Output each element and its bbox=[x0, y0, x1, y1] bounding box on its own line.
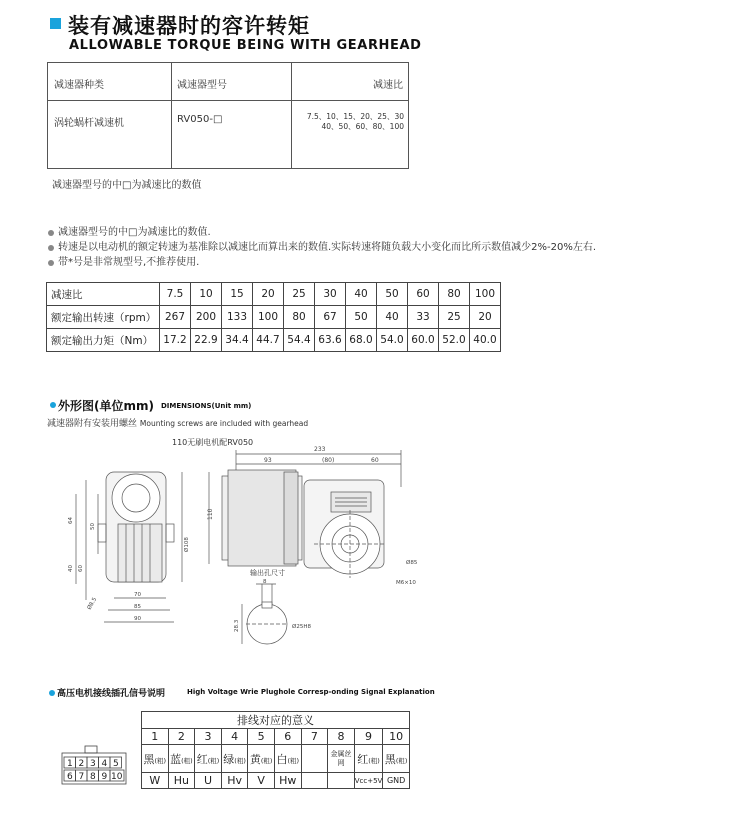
pinout-title: 高压电机接线插孔信号说明 bbox=[57, 689, 166, 699]
col-header-ratio: 减速比 bbox=[373, 80, 403, 91]
col-header-model: 减速器型号 bbox=[177, 80, 227, 91]
svg-text:Ø8.5: Ø8.5 bbox=[86, 596, 99, 611]
table-row: 排线对应的意义 bbox=[142, 712, 410, 729]
svg-text:85: 85 bbox=[134, 604, 141, 610]
svg-text:7: 7 bbox=[78, 772, 85, 782]
svg-text:4: 4 bbox=[101, 759, 108, 769]
shaft-label: 输出孔尺寸 bbox=[250, 569, 285, 577]
col-header-type: 减速器种类 bbox=[54, 80, 104, 91]
svg-text:5: 5 bbox=[113, 759, 119, 769]
svg-text:50: 50 bbox=[90, 523, 96, 530]
page-subtitle: ALLOWABLE TORQUE BEING WITH GEARHEAD bbox=[69, 38, 422, 53]
list-item: 转速是以电动机的额定转速为基准除以减速比而算出来的数值.实际转速将随负载大小变化而比所示数值减少2%-20%左右. bbox=[48, 240, 596, 255]
svg-text:3: 3 bbox=[90, 759, 96, 769]
table-row: W Hu U Hv V Hw Vcc+5V GND bbox=[142, 773, 410, 789]
dimensions-title-en: DIMENSIONS(Unit mm) bbox=[161, 402, 252, 410]
svg-text:Ø108: Ø108 bbox=[184, 537, 190, 552]
cell-type: 涡轮蜗杆减速机 bbox=[54, 118, 124, 129]
section-marker-icon bbox=[50, 18, 61, 29]
table-row: 黑(粗) 蓝(粗) 红(粗) 绿(粗) 黄(粗) 白(粗) 金属丝网 红(粗) 黑(粗) bbox=[142, 745, 410, 773]
svg-text:93: 93 bbox=[264, 457, 272, 464]
svg-text:10: 10 bbox=[111, 772, 123, 782]
section-marker-icon bbox=[49, 690, 55, 696]
table-row: 1 2 3 4 5 6 7 8 9 10 bbox=[142, 729, 410, 745]
svg-text:64: 64 bbox=[68, 517, 74, 524]
cell-ratios-1: 7.5、10、15、20、25、30 bbox=[306, 112, 404, 121]
svg-text:60: 60 bbox=[371, 457, 379, 464]
table-row: 额定输出转速（rpm） 267 200 133 100 80 67 50 40 33 25 20 bbox=[47, 306, 501, 329]
section-marker-icon bbox=[50, 402, 56, 408]
torque-table bbox=[46, 282, 501, 352]
svg-text:M6×10: M6×10 bbox=[396, 580, 416, 586]
dimension-drawing bbox=[46, 432, 466, 662]
pinout-table bbox=[141, 711, 410, 789]
svg-text:(80): (80) bbox=[322, 457, 335, 464]
list-item: 减速器型号的中□为减速比的数值. bbox=[48, 225, 596, 240]
model-note: 减速器型号的中□为减速比的数值 bbox=[52, 180, 202, 191]
connector-diagram bbox=[61, 745, 127, 785]
svg-text:8: 8 bbox=[263, 579, 267, 585]
svg-text:Ø85: Ø85 bbox=[406, 560, 418, 566]
pinout-title-en: High Voltage Wrie Plughole Corresp-onding Signal Explanation bbox=[187, 688, 435, 696]
svg-text:90: 90 bbox=[134, 616, 141, 622]
gearhead-table bbox=[47, 62, 409, 169]
svg-text:2: 2 bbox=[78, 759, 85, 769]
svg-text:70: 70 bbox=[134, 592, 141, 598]
page-title: 装有减速器时的容许转矩 bbox=[68, 14, 310, 38]
table-row: 额定输出力矩（Nm） 17.2 22.9 34.4 44.7 54.4 63.6 68.0 54.0 60.0 52.0 40.0 bbox=[47, 329, 501, 352]
svg-text:40: 40 bbox=[68, 565, 74, 572]
svg-text:8: 8 bbox=[90, 772, 96, 782]
bullet-icon bbox=[48, 260, 54, 266]
svg-text:233: 233 bbox=[314, 446, 326, 453]
svg-text:1: 1 bbox=[67, 759, 73, 769]
drawing-title: 110无刷电机配RV050 bbox=[172, 438, 254, 447]
dimensions-subtitle: 减速器附有安装用螺丝 Mounting screws are included with gearhead bbox=[47, 419, 309, 429]
bullet-icon bbox=[48, 245, 54, 251]
svg-text:9: 9 bbox=[101, 772, 108, 782]
dimensions-title: 外形图(单位mm) bbox=[58, 399, 154, 413]
list-item: 带*号是非常规型号,不推荐使用. bbox=[48, 255, 596, 270]
svg-text:60: 60 bbox=[78, 565, 84, 572]
cell-model: RV050-□ bbox=[177, 114, 223, 125]
cell-ratios-2: 40、50、60、80、100 bbox=[321, 122, 404, 131]
svg-text:28.3: 28.3 bbox=[234, 619, 240, 632]
svg-text:110: 110 bbox=[207, 508, 214, 520]
svg-text:6: 6 bbox=[67, 772, 73, 782]
notes-list bbox=[48, 225, 596, 270]
table-row: 减速比 7.5 10 15 20 25 30 40 50 60 80 100 bbox=[47, 283, 501, 306]
bullet-icon bbox=[48, 230, 54, 236]
svg-text:Ø25H8: Ø25H8 bbox=[292, 624, 311, 630]
